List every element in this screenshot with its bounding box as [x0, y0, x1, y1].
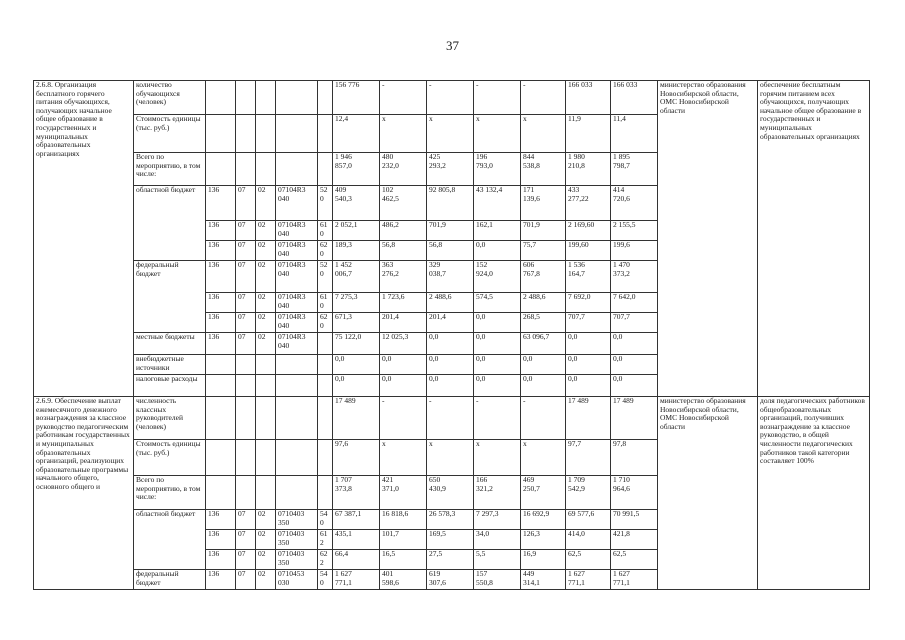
- indicator-label: Всего по мероприятию, в том числе:: [134, 476, 206, 510]
- value-cell: -: [521, 81, 566, 115]
- value-cell: 199,60: [566, 241, 611, 261]
- code-cell: 07: [236, 261, 256, 293]
- code-cell: 02: [256, 313, 276, 333]
- value-cell: 414 720,6: [611, 186, 658, 221]
- code-cell: [206, 440, 236, 476]
- value-cell: 1 627 771,1: [611, 570, 658, 590]
- code-cell: [256, 153, 276, 186]
- budget-table: [33, 80, 870, 590]
- value-cell: 62,5: [566, 550, 611, 570]
- value-cell: 166 033: [611, 81, 658, 115]
- value-cell: 433 277,22: [566, 186, 611, 221]
- code-cell: 07: [236, 550, 256, 570]
- code-cell: 02: [256, 241, 276, 261]
- result-cell: обеспечение бесплатным горячим питанием всех обучающихся, получающих начальное общее образование в государственных и муниципальных образовательных организациях: [758, 81, 870, 397]
- value-cell: х: [474, 440, 521, 476]
- indicator-label: федеральный бюджет: [134, 261, 206, 333]
- value-cell: 421 371,0: [380, 476, 427, 510]
- code-cell: 07104R3 040: [276, 313, 318, 333]
- value-cell: 0,0: [474, 355, 521, 375]
- code-cell: 52 0: [318, 186, 333, 221]
- code-cell: [318, 440, 333, 476]
- code-cell: 62 2: [318, 550, 333, 570]
- value-cell: 0,0: [474, 375, 521, 397]
- code-cell: 136: [206, 313, 236, 333]
- code-cell: [256, 355, 276, 375]
- indicator-label: Стоимость единицы (тыс. руб.): [134, 440, 206, 476]
- code-cell: [276, 476, 318, 510]
- value-cell: -: [521, 397, 566, 440]
- value-cell: -: [474, 397, 521, 440]
- executor-cell: министерство образования Новосибирской области, ОМС Новосибирской области: [658, 397, 758, 590]
- code-cell: 07: [236, 221, 256, 241]
- code-cell: 136: [206, 570, 236, 590]
- value-cell: 574,5: [474, 293, 521, 313]
- code-cell: [256, 81, 276, 115]
- code-cell: 0710453 030: [276, 570, 318, 590]
- code-cell: 07: [236, 186, 256, 221]
- indicator-label: налоговые расходы: [134, 375, 206, 397]
- value-cell: 1 980 210,8: [566, 153, 611, 186]
- value-cell: 162,1: [474, 221, 521, 241]
- code-cell: 136: [206, 510, 236, 530]
- value-cell: 1 707 373,8: [333, 476, 380, 510]
- value-cell: 0,0: [427, 375, 474, 397]
- value-cell: 16,9: [521, 550, 566, 570]
- code-cell: 136: [206, 333, 236, 355]
- measure-title: 2.6.8. Организация бесплатного горячего питания обучающихся, получающих начальное общее образование в государственных и муниципальных образовательных организациях: [34, 81, 134, 397]
- value-cell: 12,4: [333, 115, 380, 153]
- code-cell: 136: [206, 241, 236, 261]
- value-cell: 0,0: [427, 333, 474, 355]
- code-cell: [318, 397, 333, 440]
- code-cell: 0710403 350: [276, 550, 318, 570]
- value-cell: 62,5: [611, 550, 658, 570]
- value-cell: 97,6: [333, 440, 380, 476]
- value-cell: 0,0: [566, 375, 611, 397]
- value-cell: 486,2: [380, 221, 427, 241]
- value-cell: 469 250,7: [521, 476, 566, 510]
- code-cell: [236, 397, 256, 440]
- value-cell: 7 297,3: [474, 510, 521, 530]
- code-cell: 54 0: [318, 510, 333, 530]
- value-cell: 0,0: [380, 355, 427, 375]
- value-cell: 1 627 771,1: [333, 570, 380, 590]
- indicator-label: внебюджетные источники: [134, 355, 206, 375]
- code-cell: 136: [206, 221, 236, 241]
- code-cell: [276, 153, 318, 186]
- table-row: [34, 397, 870, 440]
- code-cell: [256, 397, 276, 440]
- table-row: [34, 81, 870, 115]
- value-cell: 5,5: [474, 550, 521, 570]
- code-cell: [206, 476, 236, 510]
- code-cell: [318, 153, 333, 186]
- code-cell: 07104R3 040: [276, 221, 318, 241]
- value-cell: 421,8: [611, 530, 658, 550]
- value-cell: 92 805,8: [427, 186, 474, 221]
- code-cell: 136: [206, 550, 236, 570]
- value-cell: 435,1: [333, 530, 380, 550]
- code-cell: [318, 355, 333, 375]
- value-cell: 16 692,9: [521, 510, 566, 530]
- value-cell: 171 139,6: [521, 186, 566, 221]
- code-cell: 02: [256, 570, 276, 590]
- value-cell: 0,0: [611, 355, 658, 375]
- value-cell: 0,0: [521, 355, 566, 375]
- value-cell: 7 275,3: [333, 293, 380, 313]
- value-cell: 56,8: [380, 241, 427, 261]
- code-cell: [256, 440, 276, 476]
- code-cell: 02: [256, 550, 276, 570]
- code-cell: 61 0: [318, 293, 333, 313]
- value-cell: 1 710 964,6: [611, 476, 658, 510]
- value-cell: 17 489: [611, 397, 658, 440]
- code-cell: 07: [236, 510, 256, 530]
- value-cell: 1 946 857,0: [333, 153, 380, 186]
- code-cell: [206, 375, 236, 397]
- code-cell: 136: [206, 293, 236, 313]
- value-cell: 2 488,6: [521, 293, 566, 313]
- value-cell: 401 598,6: [380, 570, 427, 590]
- value-cell: 0,0: [333, 355, 380, 375]
- executor-cell: министерство образования Новосибирской области, ОМС Новосибирской области: [658, 81, 758, 397]
- value-cell: 0,0: [333, 375, 380, 397]
- code-cell: [256, 375, 276, 397]
- code-cell: [318, 476, 333, 510]
- code-cell: 0710403 350: [276, 530, 318, 550]
- value-cell: -: [380, 81, 427, 115]
- value-cell: 69 577,6: [566, 510, 611, 530]
- value-cell: 1 536 164,7: [566, 261, 611, 293]
- value-cell: 56,8: [427, 241, 474, 261]
- code-cell: [236, 153, 256, 186]
- value-cell: х: [380, 440, 427, 476]
- value-cell: 409 540,3: [333, 186, 380, 221]
- code-cell: [236, 375, 256, 397]
- value-cell: 97,7: [566, 440, 611, 476]
- code-cell: 07: [236, 293, 256, 313]
- value-cell: 2 155,5: [611, 221, 658, 241]
- code-cell: 07: [236, 530, 256, 550]
- code-cell: [276, 440, 318, 476]
- code-cell: [276, 81, 318, 115]
- value-cell: 17 489: [566, 397, 611, 440]
- value-cell: 707,7: [611, 313, 658, 333]
- code-cell: [236, 355, 256, 375]
- code-cell: 02: [256, 186, 276, 221]
- value-cell: 11,4: [611, 115, 658, 153]
- value-cell: 0,0: [474, 333, 521, 355]
- code-cell: [206, 397, 236, 440]
- code-cell: 136: [206, 530, 236, 550]
- value-cell: 0,0: [566, 333, 611, 355]
- value-cell: 101,7: [380, 530, 427, 550]
- value-cell: х: [427, 115, 474, 153]
- value-cell: 0,0: [566, 355, 611, 375]
- table-body: [34, 81, 870, 590]
- code-cell: 62 0: [318, 241, 333, 261]
- indicator-label: местные бюджеты: [134, 333, 206, 355]
- code-cell: 52 0: [318, 261, 333, 293]
- value-cell: 449 314,1: [521, 570, 566, 590]
- code-cell: [318, 81, 333, 115]
- value-cell: х: [380, 115, 427, 153]
- value-cell: х: [521, 115, 566, 153]
- value-cell: 97,8: [611, 440, 658, 476]
- indicator-label: количество обучающихся (человек): [134, 81, 206, 115]
- value-cell: 425 293,2: [427, 153, 474, 186]
- code-cell: 62 0: [318, 313, 333, 333]
- code-cell: [206, 115, 236, 153]
- value-cell: 43 132,4: [474, 186, 521, 221]
- value-cell: 75 122,0: [333, 333, 380, 355]
- value-cell: 1 470 373,2: [611, 261, 658, 293]
- code-cell: 02: [256, 261, 276, 293]
- value-cell: 363 276,2: [380, 261, 427, 293]
- value-cell: 329 038,7: [427, 261, 474, 293]
- value-cell: 1 452 006,7: [333, 261, 380, 293]
- code-cell: 0710403 350: [276, 510, 318, 530]
- value-cell: 650 430,9: [427, 476, 474, 510]
- code-cell: 61 2: [318, 530, 333, 550]
- code-cell: [236, 81, 256, 115]
- value-cell: 16 818,6: [380, 510, 427, 530]
- code-cell: [236, 440, 256, 476]
- value-cell: 1 627 771,1: [566, 570, 611, 590]
- indicator-label: Стоимость единицы (тыс. руб.): [134, 115, 206, 153]
- value-cell: 7 692,0: [566, 293, 611, 313]
- result-cell: доля педагогических работников общеобразовательных организаций, получивших вознаграждение за классное руководство, в общей численности педагогических работников такой категории составляет 100%: [758, 397, 870, 590]
- value-cell: 701,9: [521, 221, 566, 241]
- value-cell: 199,6: [611, 241, 658, 261]
- value-cell: 201,4: [427, 313, 474, 333]
- indicator-label: численность классных руководителей (человек): [134, 397, 206, 440]
- code-cell: [276, 397, 318, 440]
- value-cell: 126,3: [521, 530, 566, 550]
- value-cell: 2 169,60: [566, 221, 611, 241]
- value-cell: 201,4: [380, 313, 427, 333]
- code-cell: 02: [256, 530, 276, 550]
- code-cell: 07: [236, 241, 256, 261]
- value-cell: 34,0: [474, 530, 521, 550]
- value-cell: 0,0: [427, 355, 474, 375]
- value-cell: 12 025,3: [380, 333, 427, 355]
- value-cell: 1 723,6: [380, 293, 427, 313]
- indicator-label: областной бюджет: [134, 186, 206, 261]
- code-cell: 54 0: [318, 570, 333, 590]
- value-cell: -: [474, 81, 521, 115]
- value-cell: 844 538,8: [521, 153, 566, 186]
- value-cell: 0,0: [611, 333, 658, 355]
- value-cell: 480 232,0: [380, 153, 427, 186]
- value-cell: 268,5: [521, 313, 566, 333]
- value-cell: 7 642,0: [611, 293, 658, 313]
- value-cell: 66,4: [333, 550, 380, 570]
- indicator-label: Всего по мероприятию, в том числе:: [134, 153, 206, 186]
- value-cell: 671,3: [333, 313, 380, 333]
- code-cell: 02: [256, 221, 276, 241]
- value-cell: -: [427, 397, 474, 440]
- code-cell: 07: [236, 570, 256, 590]
- value-cell: 63 096,7: [521, 333, 566, 355]
- value-cell: 189,3: [333, 241, 380, 261]
- value-cell: х: [474, 115, 521, 153]
- code-cell: 02: [256, 333, 276, 355]
- value-cell: 196 793,0: [474, 153, 521, 186]
- value-cell: 0,0: [474, 313, 521, 333]
- value-cell: 619 307,6: [427, 570, 474, 590]
- value-cell: 1 709 542,9: [566, 476, 611, 510]
- code-cell: 136: [206, 261, 236, 293]
- code-cell: [318, 375, 333, 397]
- value-cell: -: [427, 81, 474, 115]
- code-cell: [256, 115, 276, 153]
- value-cell: -: [380, 397, 427, 440]
- value-cell: 11,9: [566, 115, 611, 153]
- code-cell: [256, 476, 276, 510]
- page-number: 37: [446, 38, 459, 53]
- code-cell: [318, 333, 333, 355]
- value-cell: 701,9: [427, 221, 474, 241]
- code-cell: 61 0: [318, 221, 333, 241]
- code-cell: [236, 115, 256, 153]
- code-cell: [276, 375, 318, 397]
- value-cell: 152 924,0: [474, 261, 521, 293]
- value-cell: 67 387,1: [333, 510, 380, 530]
- value-cell: 157 550,8: [474, 570, 521, 590]
- value-cell: 2 052,1: [333, 221, 380, 241]
- value-cell: 0,0: [380, 375, 427, 397]
- value-cell: х: [521, 440, 566, 476]
- code-cell: 07104R3 040: [276, 293, 318, 313]
- value-cell: 27,5: [427, 550, 474, 570]
- value-cell: 0,0: [474, 241, 521, 261]
- value-cell: 70 991,5: [611, 510, 658, 530]
- value-cell: 156 776: [333, 81, 380, 115]
- code-cell: [206, 355, 236, 375]
- value-cell: 0,0: [611, 375, 658, 397]
- code-cell: [236, 476, 256, 510]
- code-cell: 136: [206, 186, 236, 221]
- code-cell: 02: [256, 510, 276, 530]
- measure-title: 2.6.9. Обеспечение выплат ежемесячного денежного вознаграждения за классное руководство педагогическим работникам государственных и муниципальных образовательных организаций, реализующих образовательные программы начального общего, основного общего и: [34, 397, 134, 590]
- value-cell: 1 895 798,7: [611, 153, 658, 186]
- value-cell: 166 033: [566, 81, 611, 115]
- code-cell: [276, 115, 318, 153]
- value-cell: 26 578,3: [427, 510, 474, 530]
- code-cell: [206, 81, 236, 115]
- indicator-label: федеральный бюджет: [134, 570, 206, 590]
- code-cell: [276, 355, 318, 375]
- code-cell: 07104R3 040: [276, 333, 318, 355]
- value-cell: 16,5: [380, 550, 427, 570]
- value-cell: 414,0: [566, 530, 611, 550]
- value-cell: х: [427, 440, 474, 476]
- value-cell: 75,7: [521, 241, 566, 261]
- value-cell: 2 488,6: [427, 293, 474, 313]
- value-cell: 102 462,5: [380, 186, 427, 221]
- code-cell: 07104R3 040: [276, 241, 318, 261]
- value-cell: 606 767,8: [521, 261, 566, 293]
- code-cell: 02: [256, 293, 276, 313]
- indicator-label: областной бюджет: [134, 510, 206, 570]
- value-cell: 17 489: [333, 397, 380, 440]
- value-cell: 169,5: [427, 530, 474, 550]
- value-cell: 0,0: [521, 375, 566, 397]
- code-cell: 07: [236, 313, 256, 333]
- code-cell: [318, 115, 333, 153]
- code-cell: 07104R3 040: [276, 186, 318, 221]
- code-cell: [206, 153, 236, 186]
- code-cell: 07104R3 040: [276, 261, 318, 293]
- value-cell: 166 321,2: [474, 476, 521, 510]
- code-cell: 07: [236, 333, 256, 355]
- value-cell: 707,7: [566, 313, 611, 333]
